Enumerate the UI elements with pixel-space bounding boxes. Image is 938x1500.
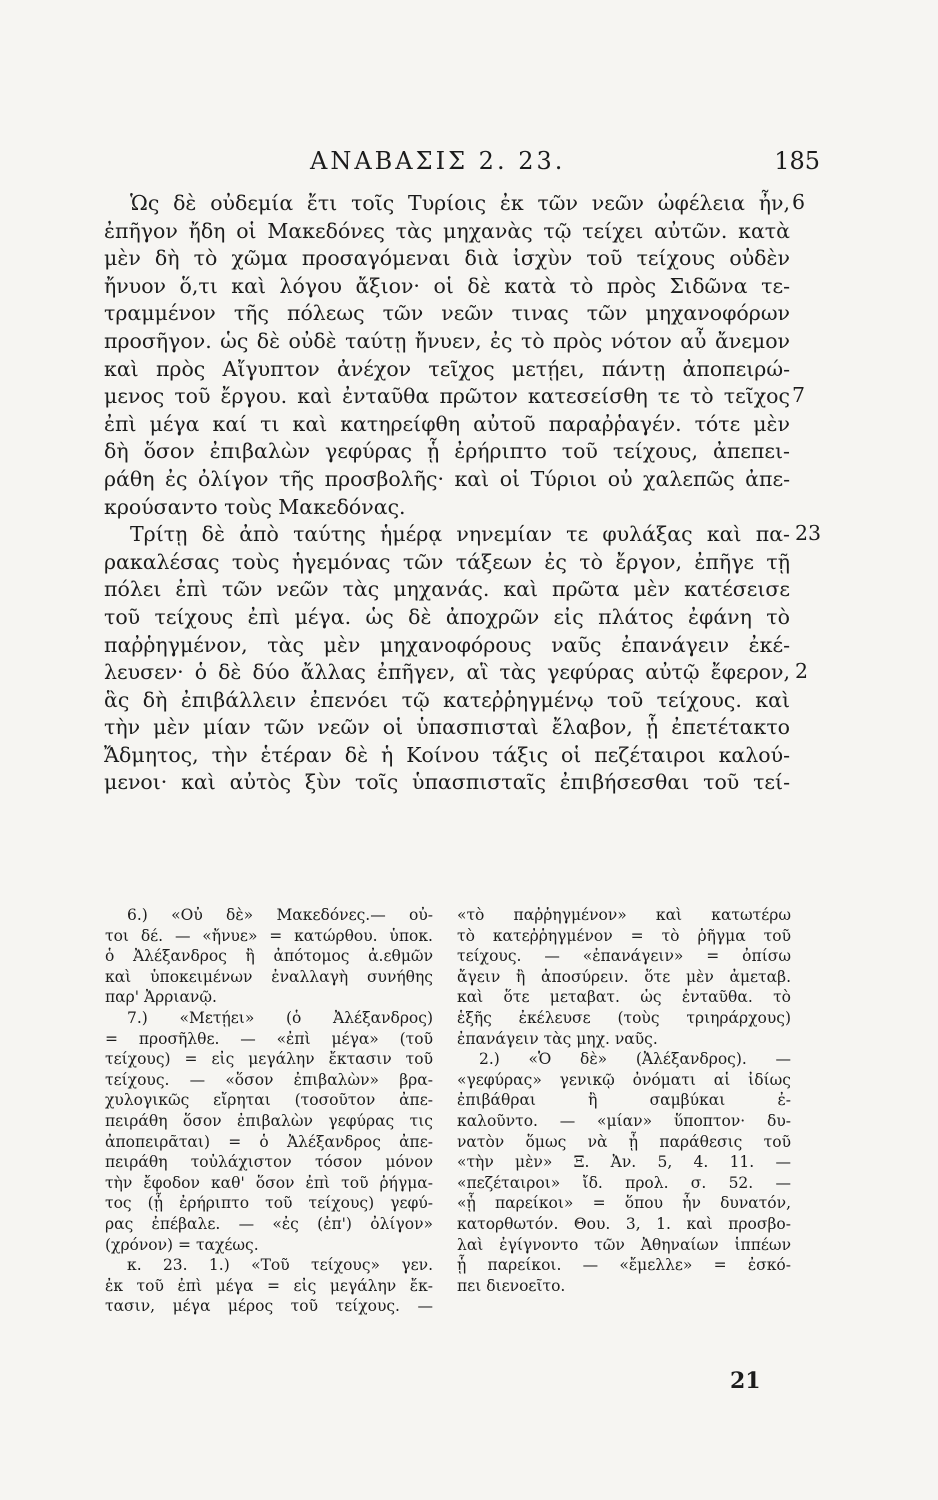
text-line: ἤνυον ὅ,τι καὶ λόγου ἄξιον· οἱ δὲ κατὰ τὸ πρὸς Σιδῶνα τε-	[104, 273, 790, 298]
text-line: μενοι· καὶ αὐτὸς ξὺν τοῖς ὑπασπισταῖς ἐπιβήσεσθαι τοῦ τεί-	[104, 770, 790, 795]
text-line: Τρίτῃ δὲ ἀπὸ ταύτης ἡμέρᾳ νηνεμίαν τε φυλάξας καὶ πα-	[130, 522, 790, 547]
footnote-line: ἄγειν ἢ ἀποσύρειν. ὅτε μὲν ἀμεταβ.	[457, 967, 791, 986]
footnote-line: «πεζέταιροι» ἴδ. προλ. σ. 52. —	[457, 1173, 791, 1192]
text-line: ἐπῆγον ἤδη οἱ Μακεδόνες τὰς μηχανὰς τῷ τείχει αὐτῶν. κατὰ	[104, 218, 790, 243]
text-line: Ἄδμητος, τὴν ἑτέραν δὲ ἡ Κοίνου τάξις οἱ πεζέταιροι καλού-	[104, 742, 790, 767]
footnote-line: ἐκ τοῦ ἐπὶ μέγα = εἰς μεγάλην ἔκ-	[105, 1276, 433, 1295]
page-number: 185	[774, 147, 820, 175]
footnote-line: ἀποπειρᾶται) = ὁ Ἀλέξανδρος ἀπε-	[105, 1132, 433, 1151]
footnote-line: κατορθωτόν. Θου. 3, 1. καὶ προσβο-	[457, 1214, 791, 1233]
text-line: τὴν μὲν μίαν τῶν νεῶν οἱ ὑπασπισταὶ ἔλαβον, ᾗ ἐπετέτακτο	[104, 715, 790, 740]
text-line: κρούσαντο τοὺς Μακεδόνας.	[104, 494, 406, 519]
margin-chapter-number: 23	[795, 521, 822, 545]
text-line: παῤῥηγμένον, τὰς μὲν μηχανοφόρους ναῦς ἐπανάγειν ἐκέ-	[104, 632, 790, 657]
text-line: δὴ ὅσον ἐπιβαλὼν γεφύρας ᾗ ἐρήριπτο τοῦ τείχους, ἀπεπει-	[104, 439, 790, 464]
margin-section-number: 6	[792, 190, 806, 214]
footnote-line: ρας ἐπέβαλε. — «ἐς (ἐπ') ὀλίγον»	[105, 1214, 433, 1233]
footnote-line: καὶ ὑποκειμένων ἐναλλαγὴ συνήθης	[105, 967, 433, 986]
text-line: καὶ πρὸς Αἴγυπτον ἀνέχον τεῖχος μετῄει, πάντῃ ἀποπειρώ-	[104, 356, 790, 381]
text-line: τραμμένον τῆς πόλεως τῶν νεῶν τινας τῶν μηχανοφόρων	[104, 301, 790, 326]
footnote-line: (χρόνον) = ταχέως.	[105, 1235, 259, 1254]
footnote-line: 2.) «Ὁ δὲ» (Ἀλέξανδρος). —	[479, 1050, 791, 1069]
margin-section-number: 7	[792, 383, 806, 407]
footnote-line: τὴν ἔφοδον καθ' ὅσον ἐπὶ τοῦ ῥήγμα-	[105, 1173, 433, 1192]
text-line: μενος τοῦ ἔργου. καὶ ἐνταῦθα πρῶτον κατεσείσθη τε τὸ τεῖχος	[104, 384, 790, 409]
text-line: μὲν δὴ τὸ χῶμα προσαγόμεναι διὰ ἰσχὺν τοῦ τείχους οὐδὲν	[104, 246, 790, 271]
footnote-line: 7.) «Μετῄει» (ὁ Ἀλέξανδρος)	[127, 1008, 433, 1027]
footnote-line: τοι δέ. — «ἤνυε» = κατώρθου. ὑποκ.	[105, 926, 433, 945]
footnote-line: καλοῦντο. — «μίαν» ὕποπτον· δυ-	[457, 1111, 791, 1130]
text-line: λευσεν· ὁ δὲ δύο ἄλλας ἐπῆγεν, αἳ τὰς γεφύρας αὐτῷ ἔφερον,	[104, 660, 790, 685]
running-head	[100, 147, 820, 187]
text-line: ρακαλέσας τοὺς ἡγεμόνας τῶν τάξεων ἐς τὸ ἔργον, ἐπῆγε τῇ	[104, 549, 790, 574]
footnote-line: τος (ᾗ ἐρήριπτο τοῦ τείχους) γεφύ-	[105, 1194, 433, 1213]
footnote-line: πειράθη ὅσον ἐπιβαλὼν γεφύρας τις	[105, 1111, 433, 1130]
footnotes-right-column	[457, 905, 791, 1296]
footnote-line: πειράθη τοὐλάχιστον τόσον μόνον	[105, 1153, 433, 1172]
margin-section-number: 2	[795, 659, 809, 683]
footnote-line: καὶ ὅτε μεταβατ. ὡς ἐνταῦθα. τὸ	[457, 988, 791, 1007]
footnote-line: τείχους. — «ἐπανάγειν» = ὀπίσω	[457, 947, 791, 966]
main-text	[104, 190, 790, 797]
printer-signature: 21	[730, 1368, 761, 1394]
text-line: πόλει ἐπὶ τῶν νεῶν τὰς μηχανάς. καὶ πρῶτα μὲν κατέσεισε	[104, 577, 790, 602]
footnote-line: χυλογικῶς εἴρηται (τοσοῦτον ἀπε-	[105, 1091, 433, 1110]
footnote-line: κ. 23. 1.) «Τοῦ τείχους» γεν.	[127, 1256, 433, 1275]
footnote-line: τείχους) = εἰς μεγάλην ἔκτασιν τοῦ	[105, 1050, 433, 1069]
footnote-line: «ᾗ παρείκοι» = ὅπου ἦν δυνατόν,	[457, 1194, 791, 1213]
footnote-line: ἐπιβάθραι ἢ σαμβύκαι ἐ-	[457, 1091, 791, 1110]
text-line: τοῦ τείχους ἐπὶ μέγα. ὡς δὲ ἀποχρῶν εἰς πλάτος ἐφάνη τὸ	[104, 604, 790, 629]
text-line: ἃς δὴ ἐπιβάλλειν ἐπενόει τῷ κατεῤῥηγμένῳ τοῦ τείχους. καὶ	[104, 687, 790, 712]
running-title: ΑΝΑΒΑΣΙΣ 2. 23.	[310, 147, 566, 175]
text-line: Ὡς δὲ οὐδεμία ἔτι τοῖς Τυρίοις ἐκ τῶν νεῶν ὠφέλεια ἦν,	[130, 191, 790, 215]
text-line: ράθη ἐς ὀλίγον τῆς προσβολῆς· καὶ οἱ Τύριοι οὐ χαλεπῶς ἀπε-	[104, 466, 790, 491]
text-line: ἐπὶ μέγα καί τι καὶ κατηρείφθη αὐτοῦ παραῤῥαγέν. τότε μὲν	[104, 411, 790, 436]
footnote-line: ᾗ παρείκοι. — «ἔμελλε» = ἐσκό-	[457, 1256, 791, 1275]
footnote-line: πει διενοεῖτο.	[457, 1276, 566, 1295]
footnote-line: νατὸν ὅμως νὰ ᾖ παράθεσις τοῦ	[457, 1132, 791, 1151]
footnote-line: = προσῆλθε. — «ἐπὶ μέγα» (τοῦ	[105, 1029, 433, 1048]
footnote-line: τασιν, μέγα μέρος τοῦ τείχους. —	[105, 1297, 433, 1316]
footnote-line: «γεφύρας» γενικῷ ὀνόματι αἱ ἰδίως	[457, 1070, 791, 1089]
footnote-line: ἐπανάγειν τὰς μηχ. ναῦς.	[457, 1029, 658, 1048]
footnote-line: λαὶ ἐγίγνοντο τῶν Ἀθηναίων ἱππέων	[457, 1235, 791, 1254]
footnote-line: ὁ Ἀλέξανδρος ἢ ἀπότομος ἀ.εθμῶν	[105, 947, 433, 966]
footnote-line: παρ' Ἀρριανῷ.	[105, 988, 217, 1007]
footnote-line: τείχους. — «ὅσον ἐπιβαλὼν» βρα-	[105, 1070, 433, 1089]
footnote-line: ἑξῆς ἐκέλευσε (τοὺς τριηράρχους)	[457, 1008, 791, 1027]
footnote-line: «τὸ παῤῥηγμένον» καὶ κατωτέρω	[457, 906, 791, 924]
footnotes-left-column	[105, 905, 433, 1317]
footnote-line: «τὴν μὲν» Ξ. Ἀν. 5, 4. 11. —	[457, 1153, 791, 1172]
footnote-line: τὸ κατεῤῥηγμένον = τὸ ῥῆγμα τοῦ	[457, 926, 791, 945]
text-line: προσῆγον. ὡς δὲ οὐδὲ ταύτῃ ἤνυεν, ἐς τὸ πρὸς νότον αὖ ἄνεμον	[104, 328, 790, 353]
footnote-line: 6.) «Οὐ δὲ» Μακεδόνες.— οὐ-	[127, 906, 433, 924]
